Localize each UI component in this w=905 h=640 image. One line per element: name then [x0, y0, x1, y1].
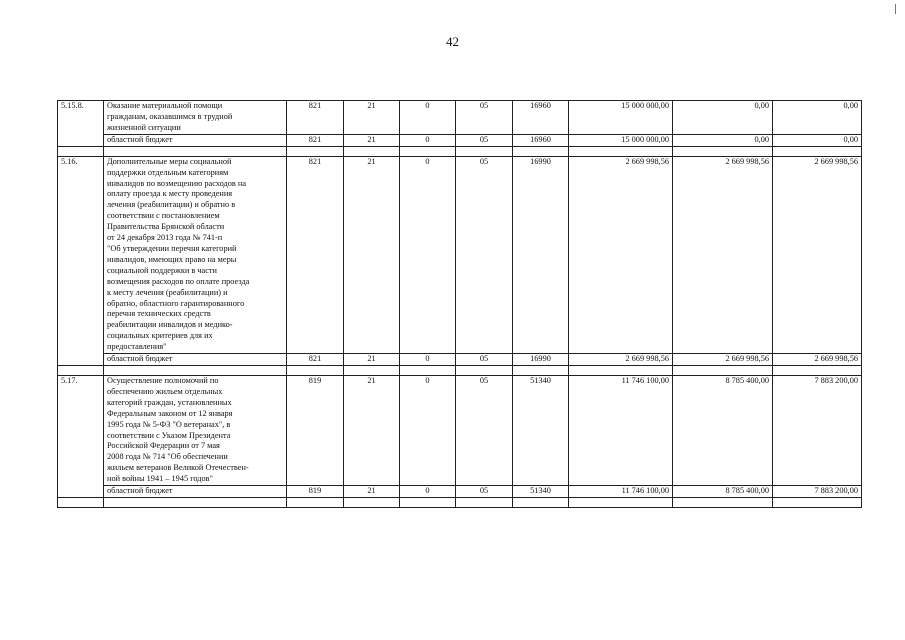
amount-cell: 8 785 400,00 [673, 376, 773, 486]
page-number: 42 [446, 34, 459, 49]
row-name-line: от 24 декабря 2013 года № 741-п [107, 233, 223, 243]
scan-edge-mark [895, 4, 896, 14]
row-name-line: обеспечению жильем отдельных [107, 386, 223, 396]
row-name-line: перечня технических средств [107, 309, 211, 319]
amount-cell: 11 746 100,00 [569, 376, 673, 486]
code-cell: 821 [287, 101, 344, 135]
row-name-line: Осуществление полномочий по [107, 376, 219, 386]
row-name-line: Дополнительные меры социальной [107, 156, 232, 166]
amount-cell: 0,00 [773, 134, 862, 146]
row-name-line: 1995 года № 5-ФЗ "О ветеранах", в [107, 419, 231, 429]
row-name-line: жильем ветеранов Великой Отечествен- [107, 463, 249, 473]
row-name-line: социальных критериев для их [107, 331, 213, 341]
code-cell: 16960 [513, 134, 569, 146]
code-cell: 05 [456, 486, 513, 498]
table-spacer-row [58, 498, 862, 508]
budget-source: областной бюджет [104, 486, 287, 498]
code-cell: 05 [456, 101, 513, 135]
row-name-line: социальной поддержки в части [107, 265, 217, 275]
amount-cell: 2 669 998,56 [569, 354, 673, 366]
table-subrow [58, 486, 862, 498]
code-cell: 21 [344, 486, 400, 498]
row-name-line: Правительства Брянской области [107, 222, 225, 232]
row-name-line: лечения (реабилитации) и обратно в [107, 200, 236, 210]
amount-cell: 7 883 200,00 [773, 486, 862, 498]
code-cell: 0 [400, 101, 456, 135]
table-row [58, 156, 862, 353]
code-cell: 0 [400, 156, 456, 353]
code-cell: 819 [287, 376, 344, 486]
row-number: 5.16. [58, 156, 104, 365]
amount-cell: 0,00 [673, 101, 773, 135]
row-name-line: жизненной ситуации [107, 122, 181, 132]
row-name-line: предоставления" [107, 342, 167, 352]
row-name-line: Федеральным законом от 12 января [107, 408, 233, 418]
code-cell: 16990 [513, 354, 569, 366]
code-cell: 821 [287, 156, 344, 353]
code-cell: 821 [287, 354, 344, 366]
code-cell: 0 [400, 134, 456, 146]
code-cell: 05 [456, 354, 513, 366]
row-name [104, 101, 287, 135]
row-name-line: оплату проезда к месту проведения [107, 189, 233, 199]
budget-table [57, 100, 862, 508]
row-name-line: категорий граждан, установленных [107, 397, 232, 407]
row-name [104, 376, 287, 486]
budget-source: областной бюджет [104, 134, 287, 146]
code-cell: 21 [344, 156, 400, 353]
row-number: 5.17. [58, 376, 104, 498]
code-cell: 21 [344, 101, 400, 135]
amount-cell: 2 669 998,56 [673, 354, 773, 366]
row-name-line: соответствии с Указом Президента [107, 430, 231, 440]
amount-cell: 0,00 [773, 101, 862, 135]
row-name-line: "Об утверждении перечня категорий [107, 243, 237, 253]
amount-cell: 2 669 998,56 [673, 156, 773, 353]
row-name-line: поддержки отдельным категориям [107, 167, 229, 177]
row-name-line: реабилитации инвалидов и медико- [107, 320, 233, 330]
code-cell: 21 [344, 134, 400, 146]
amount-cell: 11 746 100,00 [569, 486, 673, 498]
amount-cell: 7 883 200,00 [773, 376, 862, 486]
code-cell: 16990 [513, 156, 569, 353]
row-name-line: обратно, областного гарантированного [107, 298, 245, 308]
row-name-line: инвалидов по возмещению расходов на [107, 178, 247, 188]
table-subrow [58, 354, 862, 366]
row-name-line: ной войны 1941 – 1945 годов" [107, 474, 213, 484]
code-cell: 0 [400, 354, 456, 366]
row-name-line: гражданам, оказавшимся в трудной [107, 111, 233, 121]
table-row [58, 376, 862, 486]
code-cell: 21 [344, 376, 400, 486]
amount-cell: 2 669 998,56 [569, 156, 673, 353]
budget-source: областной бюджет [104, 354, 287, 366]
table-spacer-row [58, 146, 862, 156]
row-name-line: 2008 года № 714 "Об обеспечении [107, 452, 228, 462]
code-cell: 51340 [513, 486, 569, 498]
row-name-line: возмещения расходов по оплате проезда [107, 276, 250, 286]
code-cell: 0 [400, 376, 456, 486]
amount-cell: 15 000 000,00 [569, 134, 673, 146]
amount-cell: 2 669 998,56 [773, 354, 862, 366]
amount-cell: 15 000 000,00 [569, 101, 673, 135]
code-cell: 0 [400, 486, 456, 498]
code-cell: 16960 [513, 101, 569, 135]
code-cell: 819 [287, 486, 344, 498]
row-name [104, 156, 287, 353]
amount-cell: 8 785 400,00 [673, 486, 773, 498]
code-cell: 21 [344, 354, 400, 366]
code-cell: 821 [287, 134, 344, 146]
table-spacer-row [58, 366, 862, 376]
row-name-line: Российской Федерации от 7 мая [107, 441, 220, 451]
code-cell: 05 [456, 156, 513, 353]
code-cell: 05 [456, 134, 513, 146]
row-name-line: соответствии с постановлением [107, 211, 220, 221]
amount-cell: 2 669 998,56 [773, 156, 862, 353]
row-number: 5.15.8. [58, 101, 104, 147]
table-subrow [58, 134, 862, 146]
row-name-line: к месту лечения (реабилитации) и [107, 287, 228, 297]
code-cell: 05 [456, 376, 513, 486]
row-name-line: Оказание материальной помощи [107, 101, 223, 110]
row-name-line: инвалидов, имеющих право на меры [107, 254, 237, 264]
table-row [58, 101, 862, 135]
code-cell: 51340 [513, 376, 569, 486]
amount-cell: 0,00 [673, 134, 773, 146]
